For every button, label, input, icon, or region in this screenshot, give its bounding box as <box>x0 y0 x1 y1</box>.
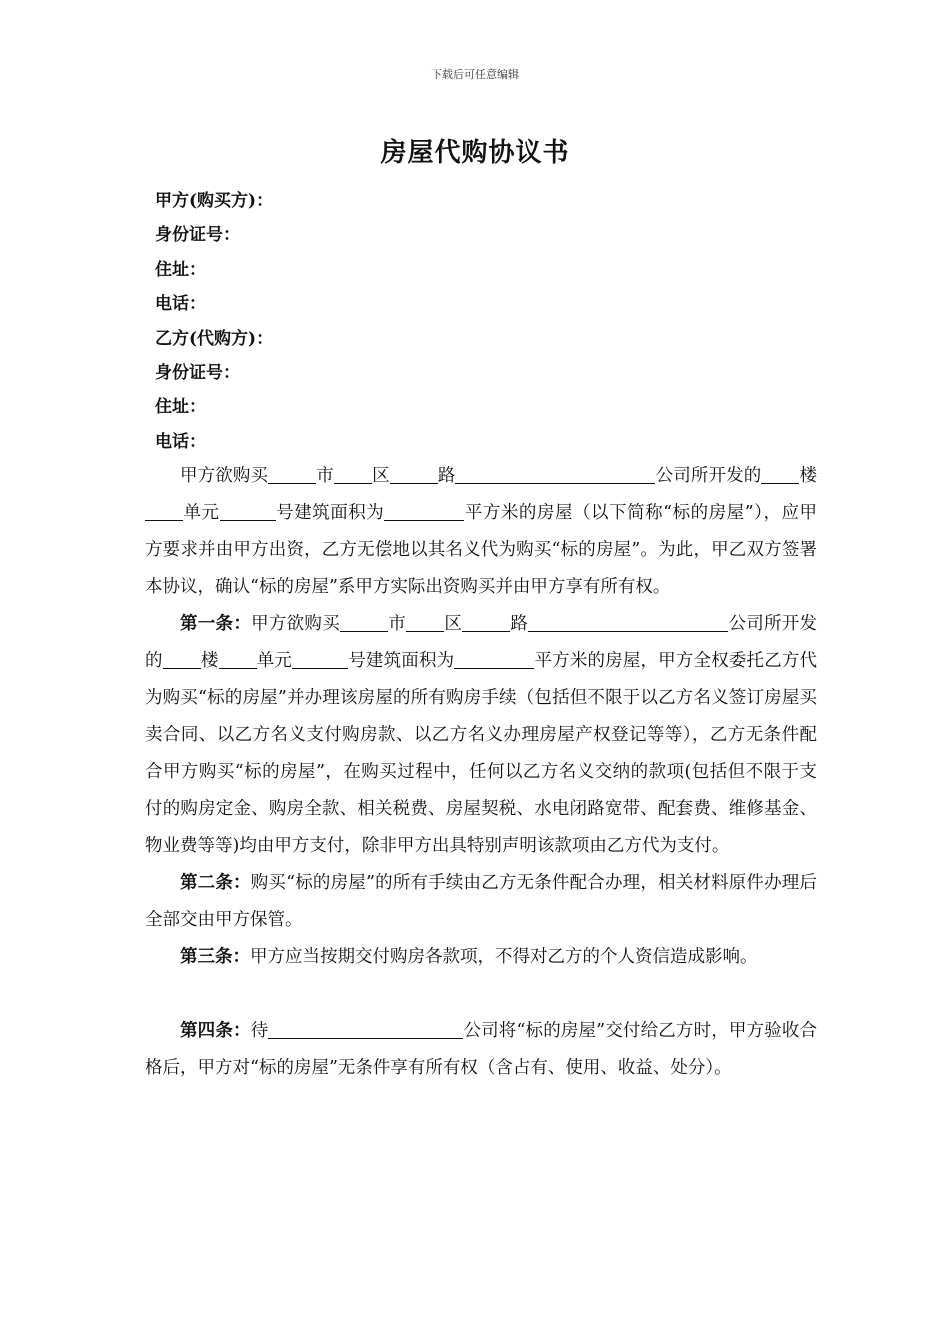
clause-1-heading: 第一条： <box>180 614 252 634</box>
road-blank[interactable] <box>462 614 510 633</box>
company-blank[interactable] <box>268 1021 463 1040</box>
party-a-address-label: 住址： <box>155 259 206 280</box>
clause-3-text: 甲方应当按期交付购房各款项，不得对乙方的个人资信造成影响。 <box>250 947 758 967</box>
city-blank[interactable] <box>268 466 316 485</box>
area-blank[interactable] <box>384 503 464 522</box>
clause-1-text: 号建筑面积为 <box>348 651 455 671</box>
party-a-phone-label: 电话： <box>155 294 206 315</box>
party-b-phone-label: 电话： <box>155 431 206 452</box>
area-blank[interactable] <box>454 651 534 670</box>
intro-text: 楼 <box>799 466 818 486</box>
intro-text: 公司所开发的 <box>655 466 762 486</box>
unit-blank[interactable] <box>145 503 183 522</box>
clause-4-paragraph <box>145 1013 817 1087</box>
clause-4-heading: 第四条： <box>180 1021 251 1041</box>
party-b-address-label: 住址： <box>155 397 206 418</box>
district-blank[interactable] <box>334 466 372 485</box>
agreement-body <box>145 458 817 1087</box>
clause-3-paragraph <box>145 939 817 976</box>
number-blank[interactable] <box>292 651 348 670</box>
party-info-block <box>155 186 273 461</box>
intro-text: 平方米的房屋（以下简称“标的房屋”），应甲方要求并由甲方出资，乙方无偿地以其名义代为购买“标的房屋”。为此，甲乙双方签署本协议，确认“标的房屋”系甲方实际出资购买并由甲方享有所有权。 <box>145 503 818 597</box>
intro-text: 单元 <box>183 503 220 523</box>
clause-1-text: 平方米的房屋，甲方全权委托乙方代为购买“标的房屋”并办理该房屋的所有购房手续（包括但不限于以乙方名义签订房屋买卖合同、以乙方名义支付购房款、以乙方名义办理房屋产权登记等等），乙方无条件配合甲方购买“标的房屋”，在购买过程中，任何以乙方名义交纳的款项(包括但不限于支付的购房定金、购房全款、相关税费、房屋契税、水电闭路宽带、配套费、维修基金、物业费等等)均由甲方支付，除非甲方出具特别声明该款项由乙方代为支付。 <box>145 651 818 856</box>
company-blank[interactable] <box>455 466 655 485</box>
city-blank[interactable] <box>340 614 388 633</box>
clause-3-heading: 第三条： <box>180 947 250 967</box>
clause-2-heading: 第二条： <box>180 873 251 893</box>
clause-1-text: 区 <box>444 614 463 634</box>
page-header-note: 下载后可任意编辑 <box>431 68 519 81</box>
intro-text: 号建筑面积为 <box>275 503 385 523</box>
clause-1-text: 楼 <box>200 651 219 671</box>
clause-1-text: 公司所开发的 <box>145 614 818 671</box>
clause-1-text: 单元 <box>256 651 293 671</box>
clause-2-text: 购买“标的房屋”的所有手续由乙方无条件配合办理，相关材料原件办理后全部交由甲方保管。 <box>145 873 817 930</box>
district-blank[interactable] <box>406 614 444 633</box>
company-blank[interactable] <box>528 614 728 633</box>
clause-1-paragraph <box>145 606 817 865</box>
party-a-id-label: 身份证号： <box>155 225 240 246</box>
building-blank[interactable] <box>163 651 201 670</box>
clause-1-text: 市 <box>387 614 407 634</box>
intro-text: 区 <box>371 466 390 486</box>
paragraph-gap <box>145 976 817 1013</box>
building-blank[interactable] <box>761 466 799 485</box>
document-title: 房屋代购协议书 <box>380 138 570 168</box>
clause-1-text: 甲方欲购买 <box>251 614 340 634</box>
clause-2-paragraph <box>145 865 817 939</box>
number-blank[interactable] <box>220 503 276 522</box>
clause-1-text: 路 <box>510 614 529 634</box>
party-b-name-label: 乙方(代购方)： <box>155 328 274 349</box>
clause-4-text: 待 <box>250 1021 269 1041</box>
intro-text: 甲方欲购买 <box>180 466 269 486</box>
intro-text: 路 <box>437 466 456 486</box>
clause-4-text: 公司将“标的房屋”交付给乙方时，甲方验收合格后，甲方对“标的房屋”无条件享有所有权（含占有、使用、收益、处分）。 <box>145 1021 818 1078</box>
party-b-id-label: 身份证号： <box>155 362 240 383</box>
party-a-name-label: 甲方(购买方)： <box>155 191 274 211</box>
intro-paragraph <box>145 458 817 606</box>
road-blank[interactable] <box>390 466 438 485</box>
unit-blank[interactable] <box>219 651 257 670</box>
intro-text: 市 <box>316 466 334 486</box>
